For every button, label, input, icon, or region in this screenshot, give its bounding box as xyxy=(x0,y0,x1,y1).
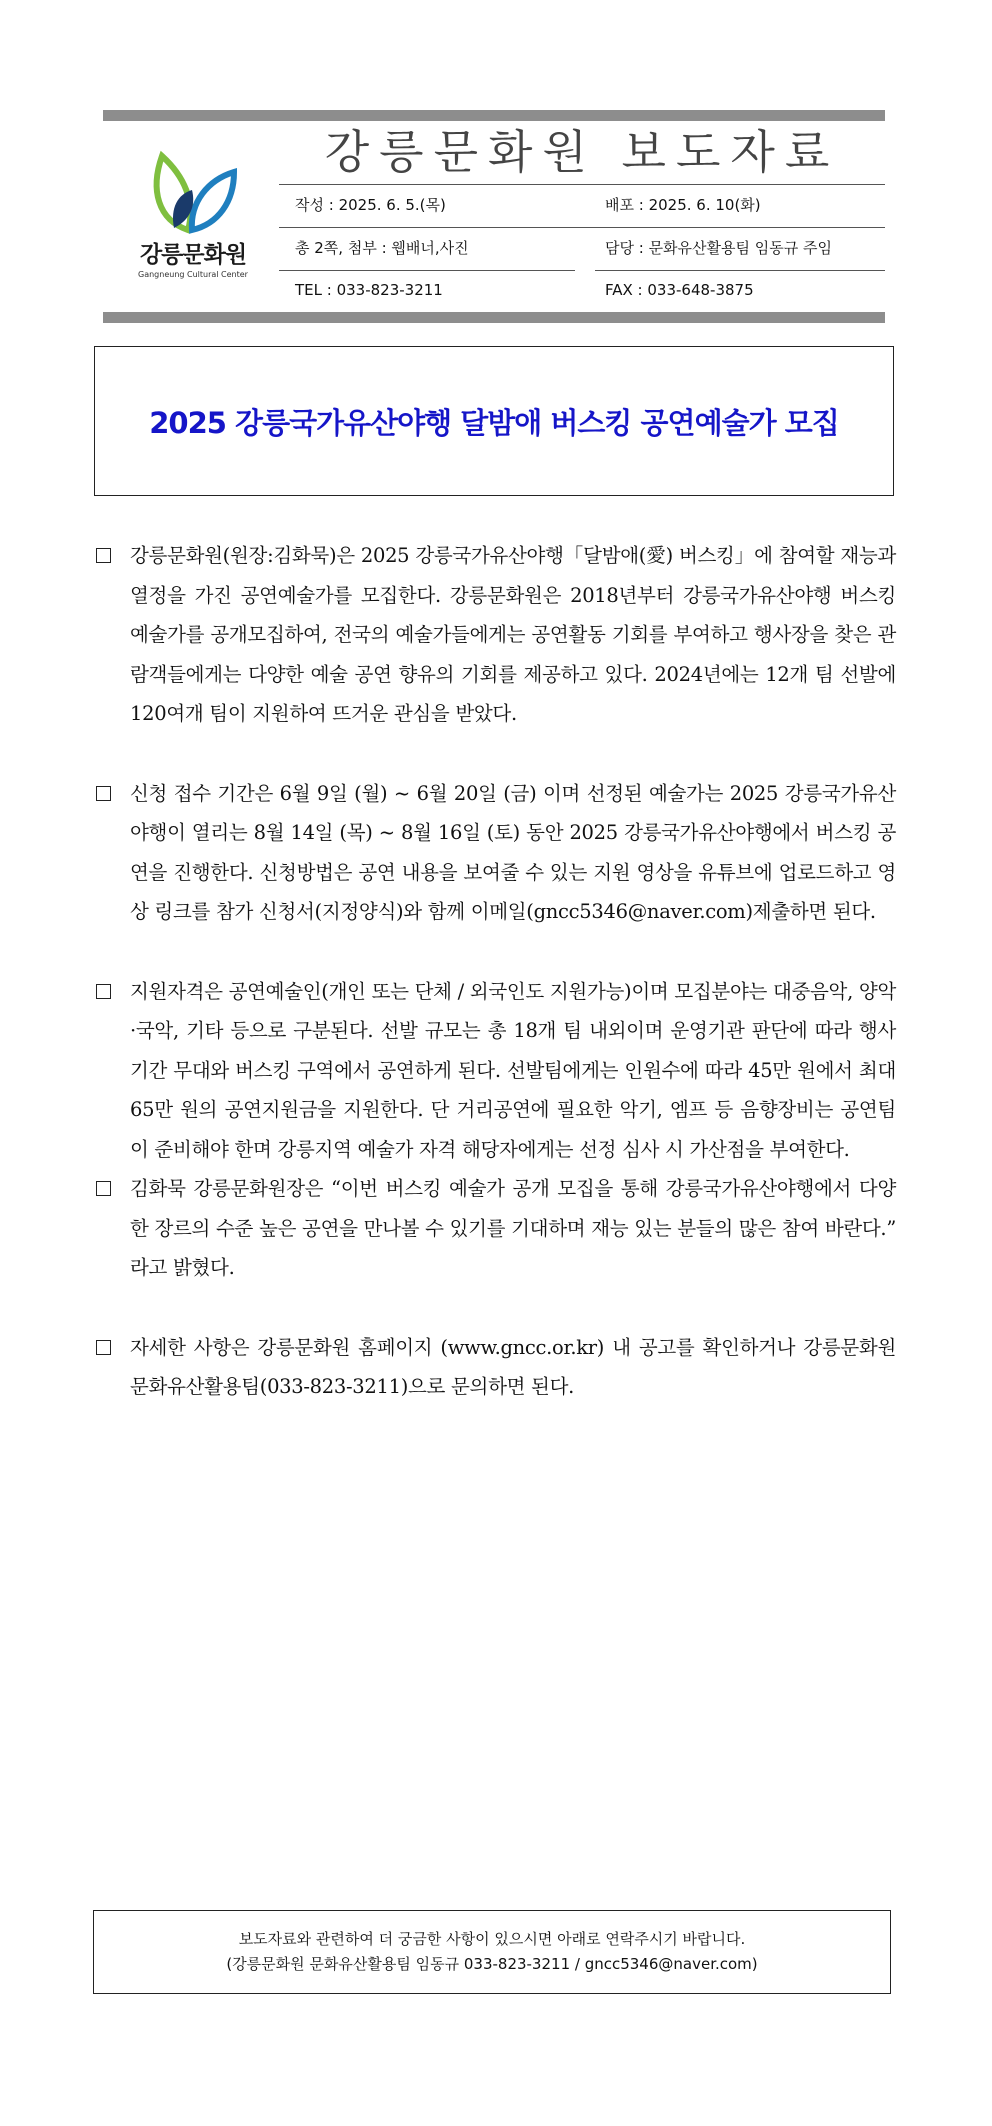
paragraph xyxy=(94,536,896,734)
press-header xyxy=(103,110,885,326)
paragraph xyxy=(94,972,896,1170)
logo-name-english: Gangneung Cultural Center xyxy=(138,270,248,279)
meta-row xyxy=(279,227,885,270)
contact-footer xyxy=(93,1910,891,1994)
checkbox-bullet-icon xyxy=(96,984,111,999)
checkbox-bullet-icon xyxy=(96,786,111,801)
leaf-logo-icon xyxy=(148,150,238,234)
paragraph-text: 지원자격은 공연예술인(개인 또는 단체 / 외국인도 지원가능)이며 모집분야는 대중음악, 양악·국악, 기타 등으로 구분된다. 선발 규모는 총 18개 팀 내외이며 운영기관 판단에 따라 행사기간 무대와 버스킹 구역에서 공연하게 된다. 선발팀에게는 인원수에 따라 45만 원에서 최대 65만 원의 공연지원금을 지원한다. 단 거리공연에 필요한 악기, 엠프 등 음향장비는 공연팀이 준비해야 한며 강릉지역 예술가 자격 해당자에게는 선정 심사 시 가산점을 부여한다. xyxy=(130,979,896,1161)
headline: 2025 강릉국가유산야행 달밤애 버스킹 공연예술가 모집 xyxy=(149,405,839,440)
logo-name-korean: 강릉문화원 xyxy=(139,242,247,268)
checkbox-bullet-icon xyxy=(96,1340,111,1355)
paragraph xyxy=(94,1169,896,1288)
press-body xyxy=(94,536,896,1407)
paragraph-text: 김화묵 강릉문화원장은 “이번 버스킹 예술가 공개 모집을 통해 강릉국가유산야행에서 다양한 장르의 수준 높은 공연을 만나볼 수 있기를 기대하며 재능 있는 분들의 많은 참여 바란다.” 라고 밝혔다. xyxy=(130,1177,896,1279)
paragraph-text: 신청 접수 기간은 6월 9일 (월) ~ 6월 20일 (금) 이며 선정된 예술가는 2025 강릉국가유산야행이 열리는 8월 14일 (목) ~ 8월 16일 (토) 동안 2025 강릉국가유산야행에서 버스킹 공연을 진행한다. 신청방법은 공연 내용을 보여줄 수 있는 지원 영상을 유튜브에 업로드하고 영상 링크를 참가 신청서(지정양식)와 함께 이메일(gncc5346@naver.com)제출하면 된다. xyxy=(130,781,896,923)
paragraph-text: 자세한 사항은 강릉문화원 홈페이지 (www.gncc.or.kr) 내 공고를 확인하거나 강릉문화원 문화유산활용팀(033-823-3211)으로 문의하면 된다. xyxy=(130,1335,896,1398)
fax: FAX : 033-648-3875 xyxy=(605,281,754,299)
checkbox-bullet-icon xyxy=(96,548,111,563)
document-type-title: 강릉문화원 보도자료 xyxy=(324,125,840,179)
contact-person: 담당 : 문화유산활용팀 임동규 주임 xyxy=(605,239,832,257)
written-date: 작성 : 2025. 6. 5.(목) xyxy=(295,196,446,214)
paragraph-text: 강릉문화원(원장:김화묵)은 2025 강릉국가유산야행「달밤애(愛) 버스킹」에 참여할 재능과 열정을 가진 공연예술가를 모집한다. 강릉문화원은 2018년부터 강릉국가유산야행 버스킹 예술가를 공개모집하여, 전국의 예술가들에게는 공연활동 기회를 부여하고 행사장을 찾은 관람객들에게는 다양한 예술 공연 향유의 기회를 제공하고 있다. 2024년에는 12개 팀 선발에 120여개 팀이 지원하여 뜨거운 관심을 받았다. xyxy=(130,544,896,725)
paragraph xyxy=(94,1328,896,1407)
footer-line: (강릉문화원 문화유산활용팀 임동규 033-823-3211 / gncc5346@naver.com) xyxy=(226,1955,758,1973)
paragraph xyxy=(94,774,896,932)
meta-table xyxy=(279,184,885,312)
footer-line: 보도자료와 관련하여 더 궁금한 사항이 있으시면 아래로 연락주시기 바랍니다. xyxy=(238,1930,746,1948)
headline-box xyxy=(94,346,894,496)
telephone: TEL : 033-823-3211 xyxy=(295,281,443,299)
logo xyxy=(118,150,268,290)
meta-row xyxy=(279,184,885,227)
meta-row xyxy=(279,270,885,312)
release-date: 배포 : 2025. 6. 10(화) xyxy=(605,196,761,214)
page-count-attachments: 총 2쪽, 첨부 : 웹배너,사진 xyxy=(295,239,469,257)
checkbox-bullet-icon xyxy=(96,1181,111,1196)
header-bottom-bar xyxy=(103,312,885,323)
